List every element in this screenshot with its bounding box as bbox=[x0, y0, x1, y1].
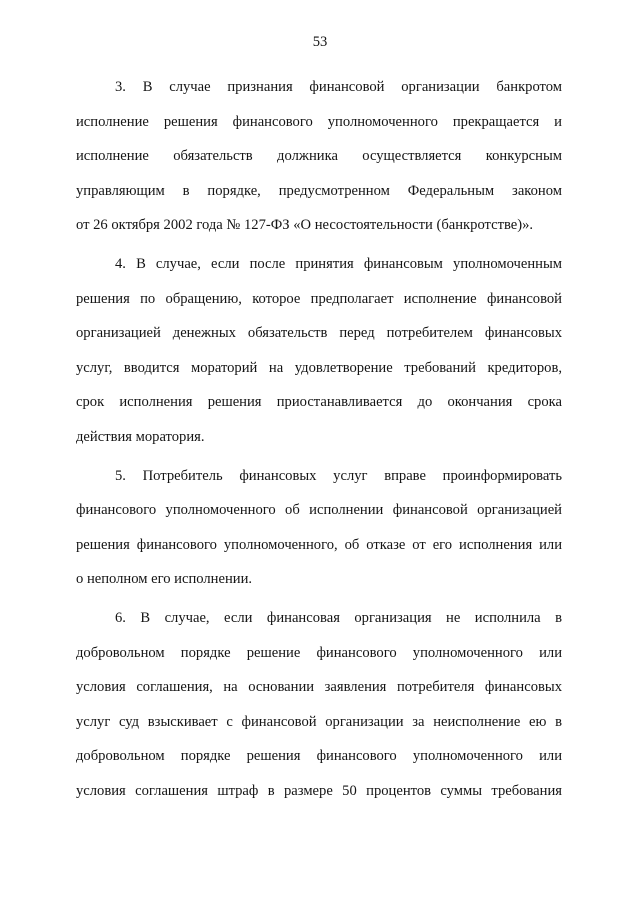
text-line: условия соглашения, на основании заявления потребителя финансовых bbox=[76, 679, 562, 696]
paragraph-3 bbox=[76, 70, 562, 243]
text-line: решения финансового уполномоченного, об отказе от его исполнения или bbox=[76, 536, 562, 553]
text-line: действия моратория. bbox=[76, 428, 205, 445]
text-line: решения по обращению, которое предполагает исполнение финансовой bbox=[76, 290, 562, 307]
document-body bbox=[76, 70, 562, 812]
text-line: от 26 октября 2002 года № 127-ФЗ «О несостоятельности (банкротстве)». bbox=[76, 217, 534, 234]
text-line: организацией денежных обязательств перед потребителем финансовых bbox=[76, 325, 562, 342]
text-line: управляющим в порядке, предусмотренном Федеральным законом bbox=[76, 182, 562, 199]
text-line: финансового уполномоченного об исполнении финансовой организацией bbox=[76, 502, 562, 519]
text-line: 5. Потребитель финансовых услуг вправе проинформировать bbox=[115, 467, 562, 484]
page-number: 53 bbox=[312, 34, 328, 50]
text-line: 6. В случае, если финансовая организация не исполнила в bbox=[115, 609, 562, 626]
paragraph-5 bbox=[76, 459, 562, 597]
text-line: услуг, вводится мораторий на удовлетворение требований кредиторов, bbox=[76, 359, 562, 376]
text-line: условия соглашения штраф в размере 50 процентов суммы требования bbox=[76, 782, 562, 799]
text-line: о неполном его исполнении. bbox=[76, 571, 253, 588]
text-line: срок исполнения решения приостанавливается до окончания срока bbox=[76, 394, 562, 411]
text-line: 3. В случае признания финансовой организации банкротом bbox=[115, 79, 562, 95]
paragraph-4 bbox=[76, 247, 562, 455]
text-line: исполнение решения финансового уполномоченного прекращается и bbox=[76, 113, 562, 130]
paragraph-6 bbox=[76, 601, 562, 809]
text-line: добровольном порядке решения финансового уполномоченного или bbox=[76, 748, 562, 765]
text-line: 4. В случае, если после принятия финансовым уполномоченным bbox=[115, 255, 562, 272]
text-line: исполнение обязательств должника осуществляется конкурсным bbox=[76, 148, 562, 165]
text-line: услуг суд взыскивает с финансовой организации за неисполнение ею в bbox=[76, 713, 562, 730]
text-line: добровольном порядке решение финансового уполномоченного или bbox=[76, 644, 562, 661]
